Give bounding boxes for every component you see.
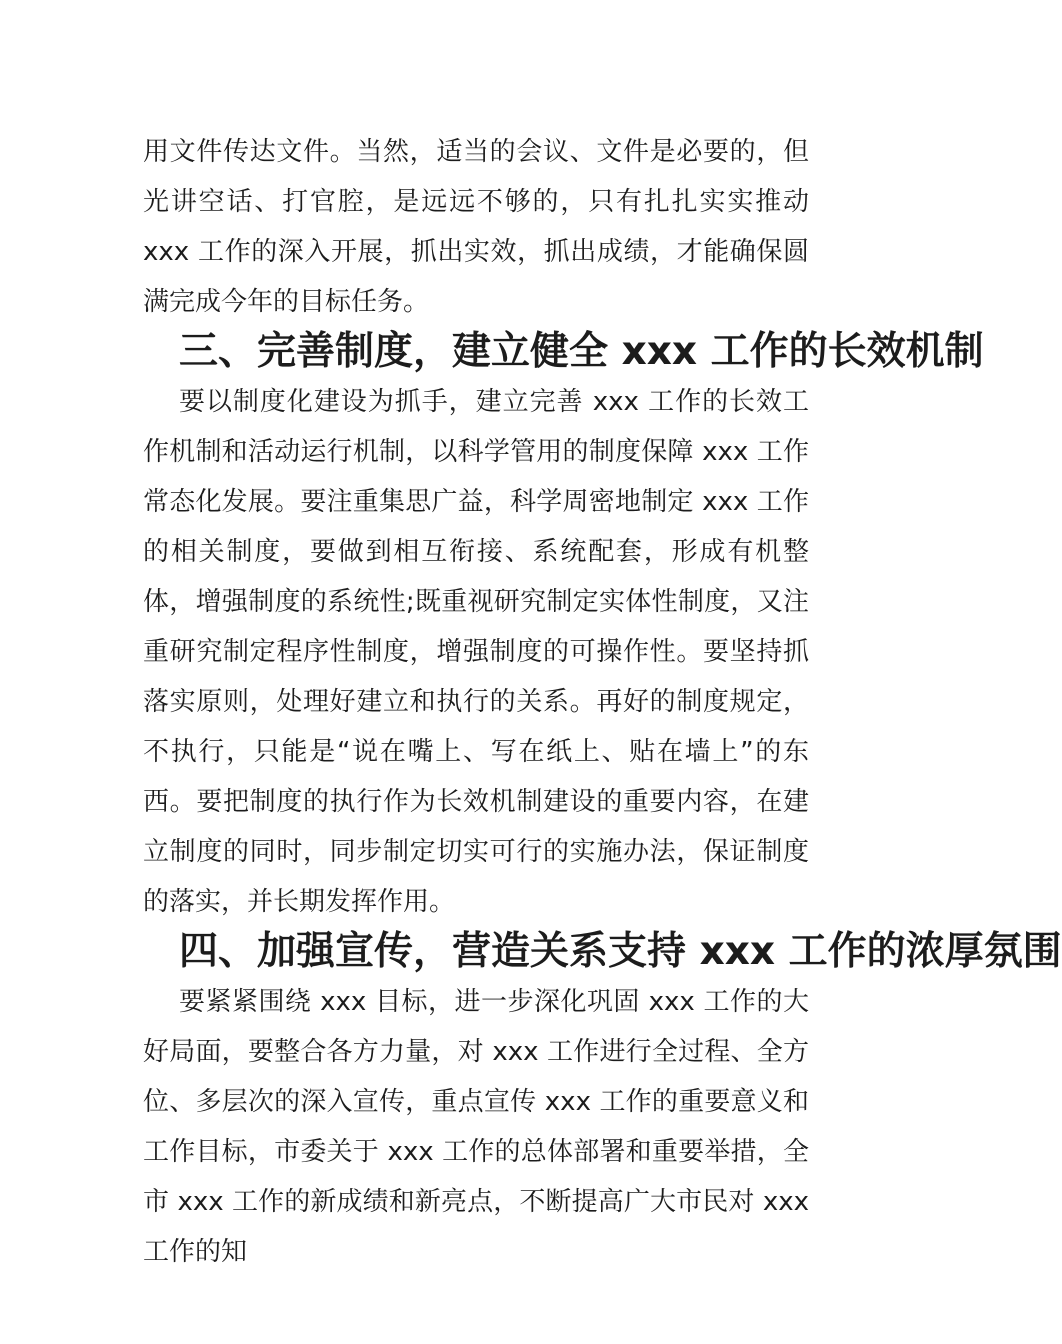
paragraph-continuation: 用文件传达文件。当然，适当的会议、文件是必要的，但光讲空话、打官腔，是远远不够的，只有扎扎实实推动 xxx 工作的深入开展，抓出实效，抓出成绩，才能确保圆满完成今年的目标任务。 — [143, 137, 809, 317]
document-page — [143, 127, 1062, 1277]
section-heading-3: 三、完善制度，建立健全 xxx 工作的长效机制 — [179, 329, 984, 374]
section-heading-4: 四、加强宣传，营造关系支持 xxx 工作的浓厚氛围 — [179, 929, 1062, 974]
paragraph-section-4: 要紧紧围绕 xxx 目标，进一步深化巩固 xxx 工作的大好局面，要整合各方力量，对 xxx 工作进行全过程、全方位、多层次的深入宣传，重点宣传 xxx 工作的重要意义和工作目标，市委关于 xxx 工作的总体部署和重要举措，全市 xxx 工作的新成绩和新亮点，不断提高广大市民对 xxx 工作的知 — [143, 987, 809, 1267]
paragraph-section-3: 要以制度化建设为抓手，建立完善 xxx 工作的长效工作机制和活动运行机制，以科学管用的制度保障 xxx 工作常态化发展。要注重集思广益，科学周密地制定 xxx 工作的相关制度，要做到相互衔接、系统配套，形成有机整体，增强制度的系统性;既重视研究制定实体性制度，又注重研究制定程序性制度，增强制度的可操作性。要坚持抓落实原则，处理好建立和执行的关系。再好的制度规定，不执行，只能是“说在嘴上、写在纸上、贴在墙上”的东西。要把制度的执行作为长效机制建设的重要内容，在建立制度的同时，同步制定切实可行的实施办法，保证制度的落实，并长期发挥作用。 — [143, 387, 809, 917]
